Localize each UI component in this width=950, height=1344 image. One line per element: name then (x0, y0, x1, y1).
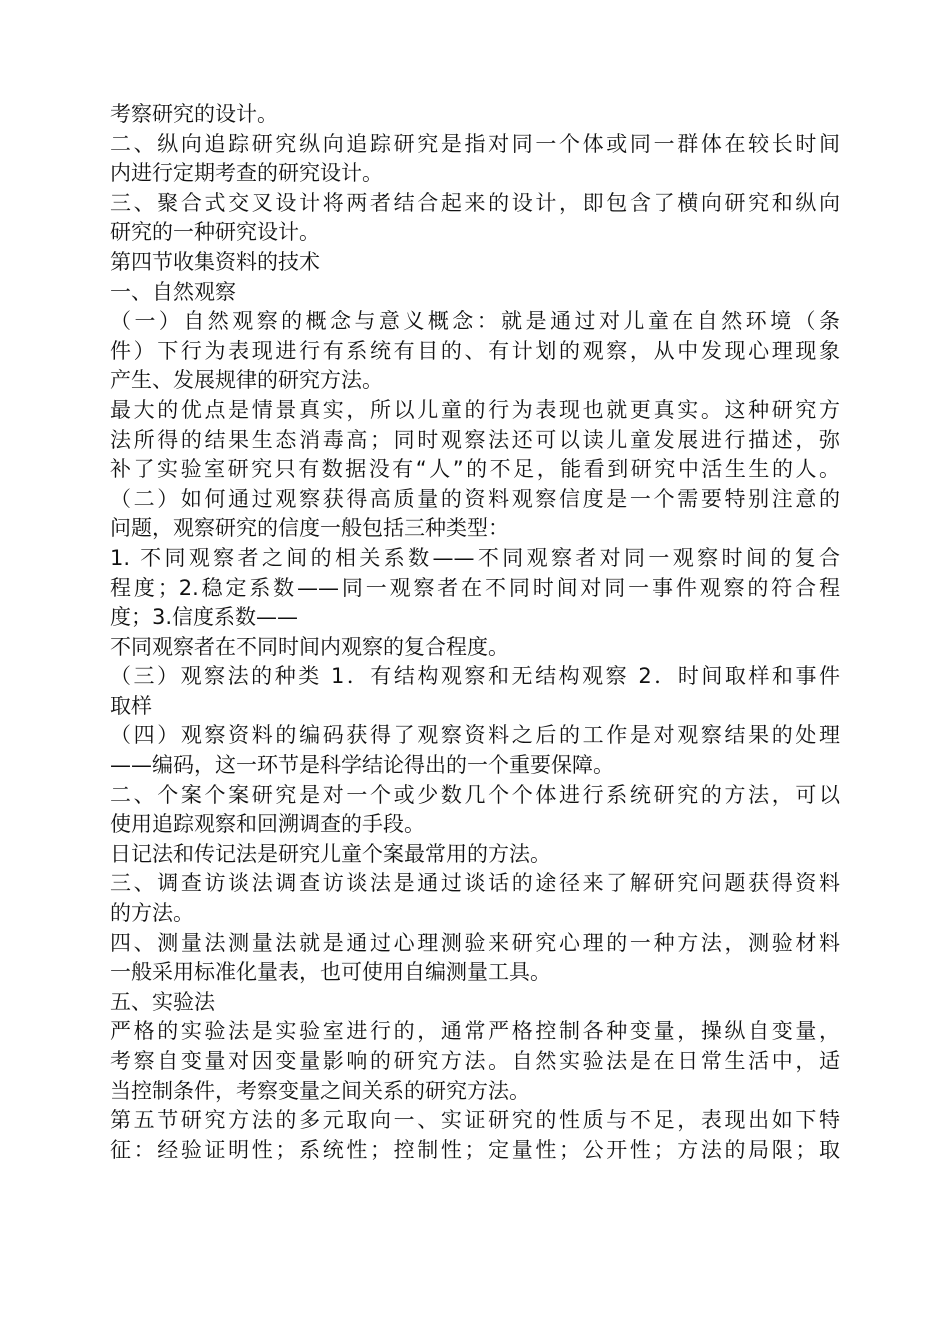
text-line: 内进行定期考查的研究设计。 (110, 161, 383, 186)
text-line: 四、测量法测量法就是通过心理测验来研究心理的一种方法，测验材料 (110, 930, 840, 955)
text-line: 程度；2.稳定系数——同一观察者在不同时间对同一事件观察的符合程 (110, 575, 840, 600)
text-line: 三、聚合式交叉设计将两者结合起来的设计，即包含了横向研究和纵向 (110, 190, 840, 215)
text-line: 研究的一种研究设计。 (110, 220, 320, 245)
text-line: 征：经验证明性；系统性；控制性；定量性；公开性；方法的局限；取 (110, 1137, 840, 1162)
text-line: 1. 不同观察者之间的相关系数——不同观察者对同一观察时间的复合 (110, 545, 840, 570)
text-line: 最大的优点是情景真实，所以儿童的行为表现也就更真实。这种研究方 (110, 397, 840, 422)
text-line: 法所得的结果生态消毒高；同时观察法还可以读儿童发展进行描述，弥 (110, 427, 840, 452)
text-line: ——编码，这一环节是科学结论得出的一个重要保障。 (110, 753, 614, 778)
text-line: 不同观察者在不同时间内观察的复合程度。 (110, 634, 509, 659)
text-line: （四）观察资料的编码获得了观察资料之后的工作是对观察结果的处理 (110, 723, 840, 748)
text-line: 考察研究的设计。 (110, 102, 278, 126)
text-line: 三、调查访谈法调查访谈法是通过谈话的途径来了解研究问题获得资料 (110, 871, 840, 896)
text-line: 一、自然观察 (110, 279, 236, 304)
text-line: 度；3.信度系数—— (110, 605, 299, 630)
text-line: 日记法和传记法是研究儿童个案最常用的方法。 (110, 841, 551, 866)
text-line: 二、纵向追踪研究纵向追踪研究是指对同一个体或同一群体在较长时间 (110, 131, 840, 156)
text-line: （二）如何通过观察获得高质量的资料观察信度是一个需要特别注意的 (110, 486, 840, 511)
text-line: 问题，观察研究的信度一般包括三种类型： (110, 516, 509, 541)
text-line: 五、实验法 (110, 989, 215, 1014)
text-line: 的方法。 (110, 901, 194, 926)
text-line: 考察自变量对因变量影响的研究方法。自然实验法是在日常生活中，适 (110, 1049, 840, 1073)
text-line: 产生、发展规律的研究方法。 (110, 368, 383, 393)
text-line: 取样 (110, 693, 152, 718)
text-line: （一）自然观察的概念与意义概念：就是通过对儿童在自然环境（条 (110, 309, 840, 334)
text-line: 第五节研究方法的多元取向一、实证研究的性质与不足，表现出如下特 (110, 1108, 840, 1133)
text-line: 严格的实验法是实验室进行的，通常严格控制各种变量，操纵自变量， (110, 1019, 840, 1044)
text-line: 当控制条件，考察变量之间关系的研究方法。 (110, 1078, 530, 1103)
text-line: 补了实验室研究只有数据没有“人”的不足，能看到研究中活生生的人。 (110, 457, 840, 482)
text-line: 件）下行为表现进行有系统有目的、有计划的观察，从中发现心理现象 (110, 338, 840, 363)
text-line: （三）观察法的种类 1．有结构观察和无结构观察 2．时间取样和事件 (110, 664, 840, 689)
text-line: 第四节收集资料的技术 (110, 249, 320, 274)
text-line: 使用追踪观察和回溯调查的手段。 (110, 812, 425, 837)
text-line: 二、个案个案研究是对一个或少数几个个体进行系统研究的方法，可以 (110, 782, 840, 807)
document-page (110, 100, 840, 1165)
text-line: 一般采用标准化量表，也可使用自编测量工具。 (110, 960, 551, 985)
